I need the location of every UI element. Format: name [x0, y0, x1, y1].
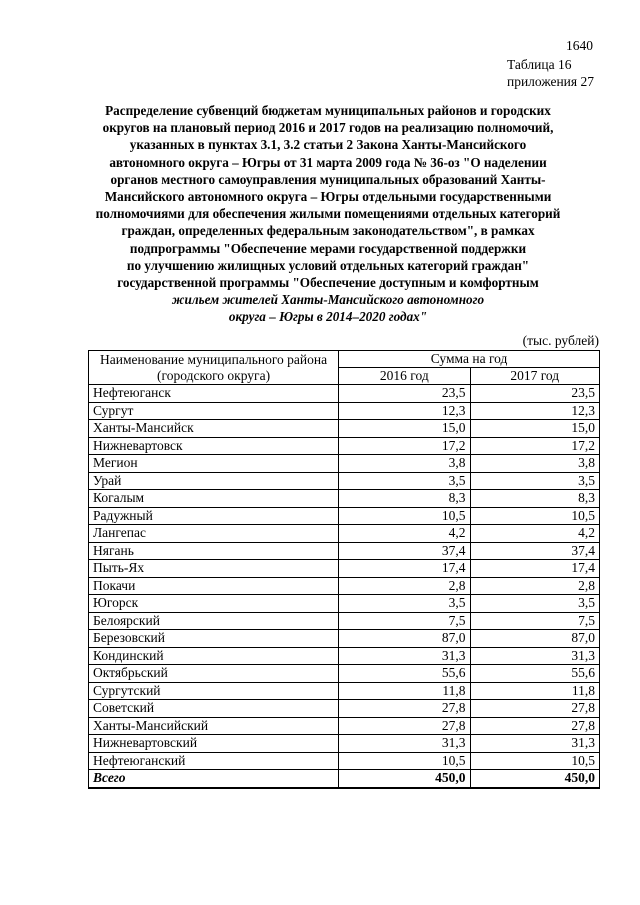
- municipality-cell: Нижневартовский: [89, 735, 339, 753]
- municipality-cell: Радужный: [89, 507, 339, 525]
- municipality-cell: Всего: [89, 770, 339, 788]
- title-line: органов местного самоуправления муниципальных образований Ханты-: [110, 171, 546, 187]
- title-line: округа – Югры в 2014–2020 годах": [228, 309, 428, 325]
- value-2017-cell: 27,8: [470, 700, 600, 718]
- table-row: [89, 507, 600, 525]
- value-2016-cell: 17,4: [339, 560, 470, 578]
- table-reference-line1: Таблица 16: [506, 57, 572, 72]
- municipality-cell: Покачи: [89, 577, 339, 595]
- value-2017-cell: 4,2: [470, 525, 600, 543]
- municipality-cell: Урай: [89, 472, 339, 490]
- value-2017-cell: 450,0: [470, 770, 600, 788]
- value-2017-cell: 37,4: [470, 542, 600, 560]
- municipality-cell: Сургутский: [89, 682, 339, 700]
- municipality-cell: Нефтеюганский: [89, 752, 339, 770]
- municipality-cell: Когалым: [89, 490, 339, 508]
- value-2016-cell: 2,8: [339, 577, 470, 595]
- table-row: [89, 595, 600, 613]
- value-2017-cell: 27,8: [470, 717, 600, 735]
- table-row: [89, 630, 600, 648]
- title-line: указанных в пунктах 3.1, 3.2 статьи 2 Закона Ханты-Мансийского: [129, 137, 527, 153]
- table-row: [89, 560, 600, 578]
- value-2016-cell: 31,3: [339, 735, 470, 753]
- table-row: [89, 612, 600, 630]
- municipality-cell: Сургут: [89, 402, 339, 420]
- value-2016-cell: 17,2: [339, 437, 470, 455]
- value-2017-cell: 17,2: [470, 437, 600, 455]
- title-line: подпрограммы "Обеспечение мерами государственной поддержки: [129, 240, 527, 256]
- municipality-cell: Советский: [89, 700, 339, 718]
- title-line: Мансийского автономного округа – Югры отдельными государственными: [104, 189, 552, 205]
- municipality-cell: Ханты-Мансийск: [89, 420, 339, 438]
- value-2016-cell: 3,5: [339, 472, 470, 490]
- municipality-cell: Кондинский: [89, 647, 339, 665]
- table-row: [89, 385, 600, 403]
- table-row: [89, 752, 600, 770]
- table-row: [89, 717, 600, 735]
- value-2016-cell: 87,0: [339, 630, 470, 648]
- table-row: [89, 665, 600, 683]
- table-row: [89, 402, 600, 420]
- table-row: [89, 437, 600, 455]
- table-row: [89, 735, 600, 753]
- value-2016-cell: 12,3: [339, 402, 470, 420]
- value-2017-cell: 15,0: [470, 420, 600, 438]
- table-row: [89, 472, 600, 490]
- title-line: граждан, определенных федеральным законодательством", в рамках: [121, 223, 535, 239]
- table-row: [89, 420, 600, 438]
- value-2016-cell: 3,8: [339, 455, 470, 473]
- table-row: [89, 455, 600, 473]
- value-2016-cell: 55,6: [339, 665, 470, 683]
- header-2016: 2016 год: [339, 368, 470, 385]
- value-2016-cell: 8,3: [339, 490, 470, 508]
- table-row: [89, 682, 600, 700]
- municipality-cell: Березовский: [89, 630, 339, 648]
- subvention-table: [88, 350, 600, 789]
- value-2016-cell: 27,8: [339, 700, 470, 718]
- value-2017-cell: 17,4: [470, 560, 600, 578]
- table-row: [89, 577, 600, 595]
- municipality-cell: Югорск: [89, 595, 339, 613]
- value-2016-cell: 31,3: [339, 647, 470, 665]
- value-2017-cell: 11,8: [470, 682, 600, 700]
- title-line: полномочиями для обеспечения жилыми помещениями отдельных категорий: [95, 206, 561, 222]
- municipality-cell: Нижневартовск: [89, 437, 339, 455]
- table-reference-line2: приложения 27: [506, 74, 594, 89]
- table-row: [89, 700, 600, 718]
- value-2017-cell: 8,3: [470, 490, 600, 508]
- municipality-cell: Нефтеюганск: [89, 385, 339, 403]
- value-2017-cell: 10,5: [470, 507, 600, 525]
- value-2016-cell: 11,8: [339, 682, 470, 700]
- value-2017-cell: 31,3: [470, 735, 600, 753]
- value-2017-cell: 3,8: [470, 455, 600, 473]
- value-2016-cell: 23,5: [339, 385, 470, 403]
- units-label: (тыс. рублей): [522, 333, 599, 348]
- value-2017-cell: 7,5: [470, 612, 600, 630]
- header-municipality-line1: Наименование муниципального района: [99, 351, 328, 367]
- table-row: [89, 525, 600, 543]
- table-reference: [507, 56, 594, 90]
- value-2017-cell: 55,6: [470, 665, 600, 683]
- municipality-cell: Октябрьский: [89, 665, 339, 683]
- table-row: [89, 490, 600, 508]
- municipality-cell: Пыть-Ях: [89, 560, 339, 578]
- municipality-cell: Белоярский: [89, 612, 339, 630]
- document-title: [72, 102, 584, 326]
- value-2016-cell: 3,5: [339, 595, 470, 613]
- page-number: 1640: [566, 38, 593, 53]
- municipality-cell: Лангепас: [89, 525, 339, 543]
- municipality-cell: Мегион: [89, 455, 339, 473]
- value-2017-cell: 23,5: [470, 385, 600, 403]
- table-total-row: [89, 770, 600, 788]
- value-2016-cell: 27,8: [339, 717, 470, 735]
- value-2016-cell: 7,5: [339, 612, 470, 630]
- value-2017-cell: 31,3: [470, 647, 600, 665]
- value-2016-cell: 15,0: [339, 420, 470, 438]
- header-sum-per-year: Сумма на год: [339, 351, 600, 368]
- title-line: Распределение субвенций бюджетам муниципальных районов и городских: [105, 103, 551, 118]
- value-2017-cell: 12,3: [470, 402, 600, 420]
- table-row: [89, 647, 600, 665]
- title-line: округов на плановый период 2016 и 2017 годов на реализацию полномочий,: [102, 120, 554, 136]
- value-2016-cell: 37,4: [339, 542, 470, 560]
- value-2017-cell: 10,5: [470, 752, 600, 770]
- value-2017-cell: 87,0: [470, 630, 600, 648]
- municipality-cell: Ханты-Мансийский: [89, 717, 339, 735]
- title-line: автономного округа – Югры от 31 марта 2009 года № 36-оз "О наделении: [109, 154, 547, 170]
- value-2016-cell: 4,2: [339, 525, 470, 543]
- value-2016-cell: 450,0: [339, 770, 470, 788]
- value-2017-cell: 3,5: [470, 472, 600, 490]
- table-row: [89, 542, 600, 560]
- header-municipality-line2: (городского округа): [157, 367, 271, 383]
- title-line: по улучшению жилищных условий отдельных категорий граждан": [126, 257, 530, 273]
- title-line: государственной программы "Обеспечение доступным и комфортным: [117, 275, 539, 291]
- header-2017: 2017 год: [470, 368, 600, 385]
- title-line: жильем жителей Ханты-Мансийского автономного: [171, 292, 485, 308]
- value-2017-cell: 2,8: [470, 577, 600, 595]
- municipality-cell: Нягань: [89, 542, 339, 560]
- header-municipality: [89, 351, 339, 385]
- value-2016-cell: 10,5: [339, 752, 470, 770]
- value-2017-cell: 3,5: [470, 595, 600, 613]
- value-2016-cell: 10,5: [339, 507, 470, 525]
